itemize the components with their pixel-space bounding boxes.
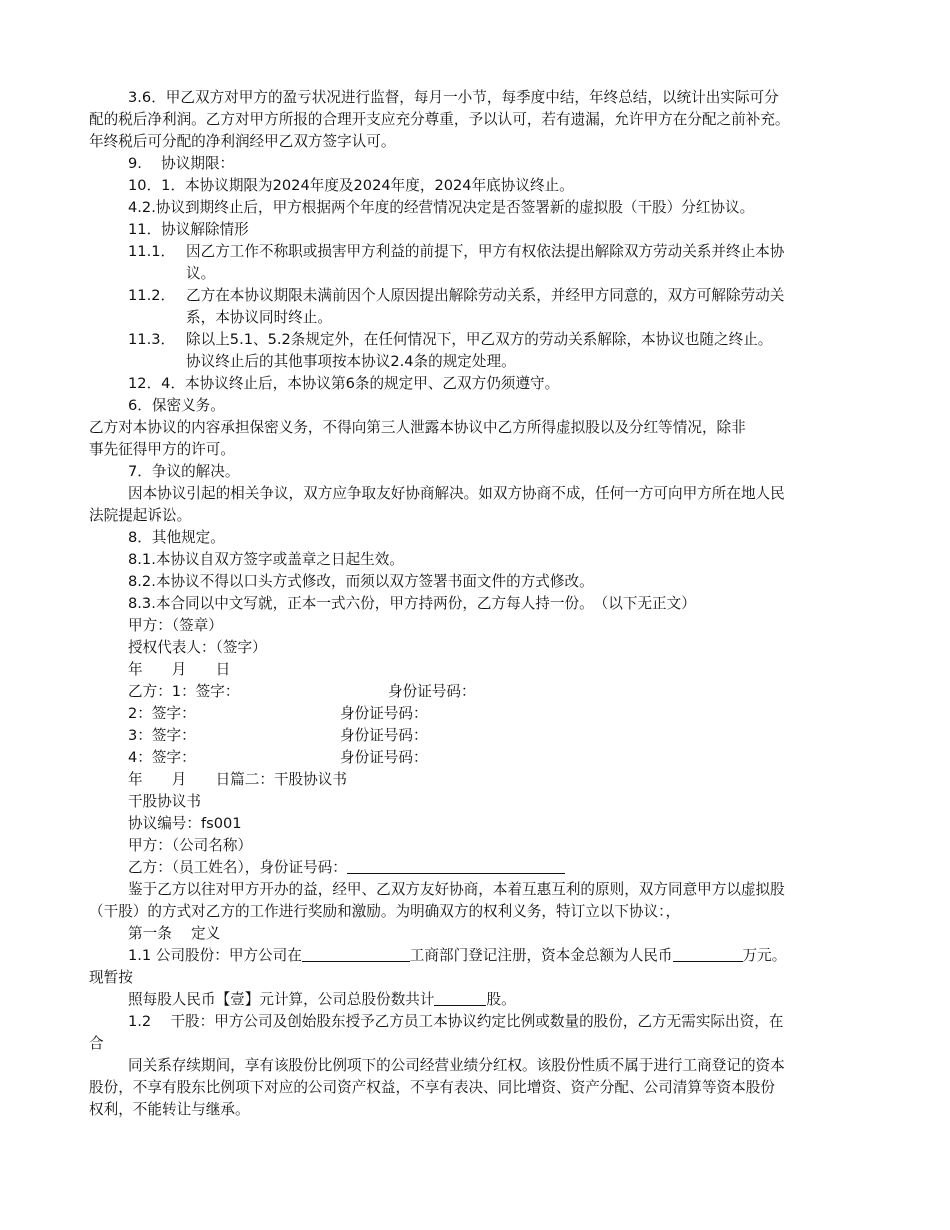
article-heading: 第一条 定义 bbox=[128, 925, 221, 942]
paragraph-line bbox=[89, 989, 864, 1011]
paragraph-line: 年终税后可分配的净利润经甲乙双方签字认可。 bbox=[89, 133, 396, 150]
clause-11-2 bbox=[89, 285, 864, 329]
text-segment: 1.1 公司股份：甲方公司在 bbox=[128, 947, 302, 964]
paragraph-line: 8.1.本协议自双方签字或盖章之日起生效。 bbox=[128, 551, 404, 568]
section-heading: 9. 协议期限： bbox=[128, 155, 235, 172]
clause-11-3 bbox=[89, 329, 864, 373]
signature-row bbox=[89, 681, 864, 703]
department-blank[interactable] bbox=[302, 947, 410, 962]
paragraph-line: 协议终止后的其他事项按本协议2.4条的规定处理。 bbox=[186, 353, 516, 370]
signature-row bbox=[89, 725, 864, 747]
date-line: 年 月 日 bbox=[128, 661, 231, 678]
signature-label: 3：签字： bbox=[128, 727, 196, 744]
paragraph-line: 鉴于乙方以往对甲方开办的益，经甲、乙双方友好协商，本着互惠互利的原则，双方同意甲方以虚拟股 bbox=[128, 881, 785, 898]
paragraph-line: 3.6．甲乙双方对甲方的盈亏状况进行监督，每月一小节，每季度中结，年终总结，以统计出实际可分 bbox=[128, 89, 779, 106]
document-body bbox=[89, 87, 864, 1121]
text-segment: 照每股人民币【壹】元计算，公司总股份数共计 bbox=[128, 991, 435, 1008]
agreement-number: 协议编号：fs001 bbox=[128, 815, 242, 832]
capital-amount-blank[interactable] bbox=[673, 947, 743, 962]
party-b-line bbox=[89, 857, 864, 879]
paragraph-line: 1.2 干股：甲方公司及创始股东授予乙方员工本协议约定比例或数量的股份，乙方无需实际出资，在 bbox=[128, 1013, 784, 1030]
date-line: 年 月 日篇二：干股协议书 bbox=[128, 771, 347, 788]
paragraph-line: 系，本协议同时终止。 bbox=[186, 309, 332, 326]
paragraph-line: 权利，不能转让与继承。 bbox=[89, 1101, 250, 1118]
document-title: 干股协议书 bbox=[128, 793, 201, 810]
id-number-label: 身份证号码： bbox=[340, 705, 428, 722]
paragraph-line: 股份，不享有股东比例项下对应的公司资产权益，不享有表决、同比增资、资产分配、公司清算等资本股份 bbox=[89, 1079, 775, 1096]
id-number-blank[interactable] bbox=[347, 859, 565, 874]
paragraph-line: 12．4．本协议终止后，本协议第6条的规定甲、乙双方仍须遵守。 bbox=[128, 375, 560, 392]
paragraph-line: 8.3.本合同以中文写就，正本一式六份，甲方持两份，乙方每人持一份。 （以下无正文） bbox=[128, 595, 696, 612]
paragraph-line: 4.2.协议到期终止后，甲方根据两个年度的经营情况决定是否签署新的虚拟股（干股）分红协议。 bbox=[128, 199, 755, 216]
text-segment: 万元。 bbox=[742, 947, 787, 964]
signature-line: 甲方：（签章） bbox=[128, 617, 223, 634]
paragraph-line: 法院提起诉讼。 bbox=[89, 507, 192, 524]
paragraph-line: 10．1．本协议期限为2024年度及2024年度，2024年底协议终止。 bbox=[128, 177, 574, 194]
paragraph-line: 配的税后净利润。乙方对甲方所报的合理开支应充分尊重，予以认可，若有遗漏，允许甲方在分配之前补充。 bbox=[89, 111, 790, 128]
paragraph-line bbox=[89, 945, 864, 967]
paragraph-line: 因乙方工作不称职或损害甲方利益的前提下，甲方有权依法提出解除双方劳动关系并终止本协 bbox=[186, 243, 785, 260]
signature-label: 乙方：1：签字： bbox=[128, 683, 240, 700]
clause-11-1 bbox=[89, 241, 864, 285]
party-b-label: 乙方：（员工姓名），身份证号码： bbox=[128, 859, 347, 876]
paragraph-line: 乙方在本协议期限未满前因个人原因提出解除劳动关系，并经甲方同意的，双方可解除劳动关 bbox=[186, 287, 785, 304]
text-segment: 股。 bbox=[486, 991, 516, 1008]
id-number-label: 身份证号码： bbox=[388, 683, 476, 700]
clause-number: 11.2． bbox=[128, 287, 176, 304]
signature-row bbox=[89, 703, 864, 725]
paragraph-line: 议。 bbox=[186, 265, 216, 282]
paragraph-line: 合 bbox=[89, 1035, 104, 1052]
section-heading: 8．其他规定。 bbox=[128, 529, 225, 546]
signature-row bbox=[89, 747, 864, 769]
share-count-blank[interactable] bbox=[434, 991, 486, 1006]
paragraph-line: 8.2.本协议不得以口头方式修改，而须以双方签署书面文件的方式修改。 bbox=[128, 573, 594, 590]
paragraph-line: 因本协议引起的相关争议，双方应争取友好协商解决。如双方协商不成，任何一方可向甲方所在地人民 bbox=[128, 485, 785, 502]
paragraph-line: 乙方对本协议的内容承担保密义务，不得向第三人泄露本协议中乙方所得虚拟股以及分红等情况，除非 bbox=[89, 419, 746, 436]
text-segment: 工商部门登记注册，资本金总额为人民币 bbox=[409, 947, 673, 964]
signature-line: 授权代表人：（签字） bbox=[128, 639, 267, 656]
id-number-label: 身份证号码： bbox=[340, 749, 428, 766]
signature-label: 4：签字： bbox=[128, 749, 196, 766]
signature-label: 2：签字： bbox=[128, 705, 196, 722]
paragraph-line: （干股）的方式对乙方的工作进行奖励和激励。为明确双方的权利义务，特订立以下协议：， bbox=[89, 903, 681, 920]
section-heading: 6．保密义务。 bbox=[128, 397, 225, 414]
paragraph-line: 除以上5.1、5.2条规定外，在任何情况下，甲乙双方的劳动关系解除，本协议也随之终止。 bbox=[186, 331, 773, 348]
paragraph-line: 现暂按 bbox=[89, 969, 133, 986]
section-heading: 11．协议解除情形 bbox=[128, 221, 249, 238]
section-heading: 7．争议的解决。 bbox=[128, 463, 240, 480]
party-a-line: 甲方：（公司名称） bbox=[128, 837, 253, 854]
id-number-label: 身份证号码： bbox=[340, 727, 428, 744]
clause-number: 11.3． bbox=[128, 331, 176, 348]
paragraph-line: 事先征得甲方的许可。 bbox=[89, 441, 235, 458]
clause-number: 11.1． bbox=[128, 243, 176, 260]
paragraph-line: 同关系存续期间，享有该股份比例项下的公司经营业绩分红权。该股份性质不属于进行工商登记的资本 bbox=[128, 1057, 785, 1074]
